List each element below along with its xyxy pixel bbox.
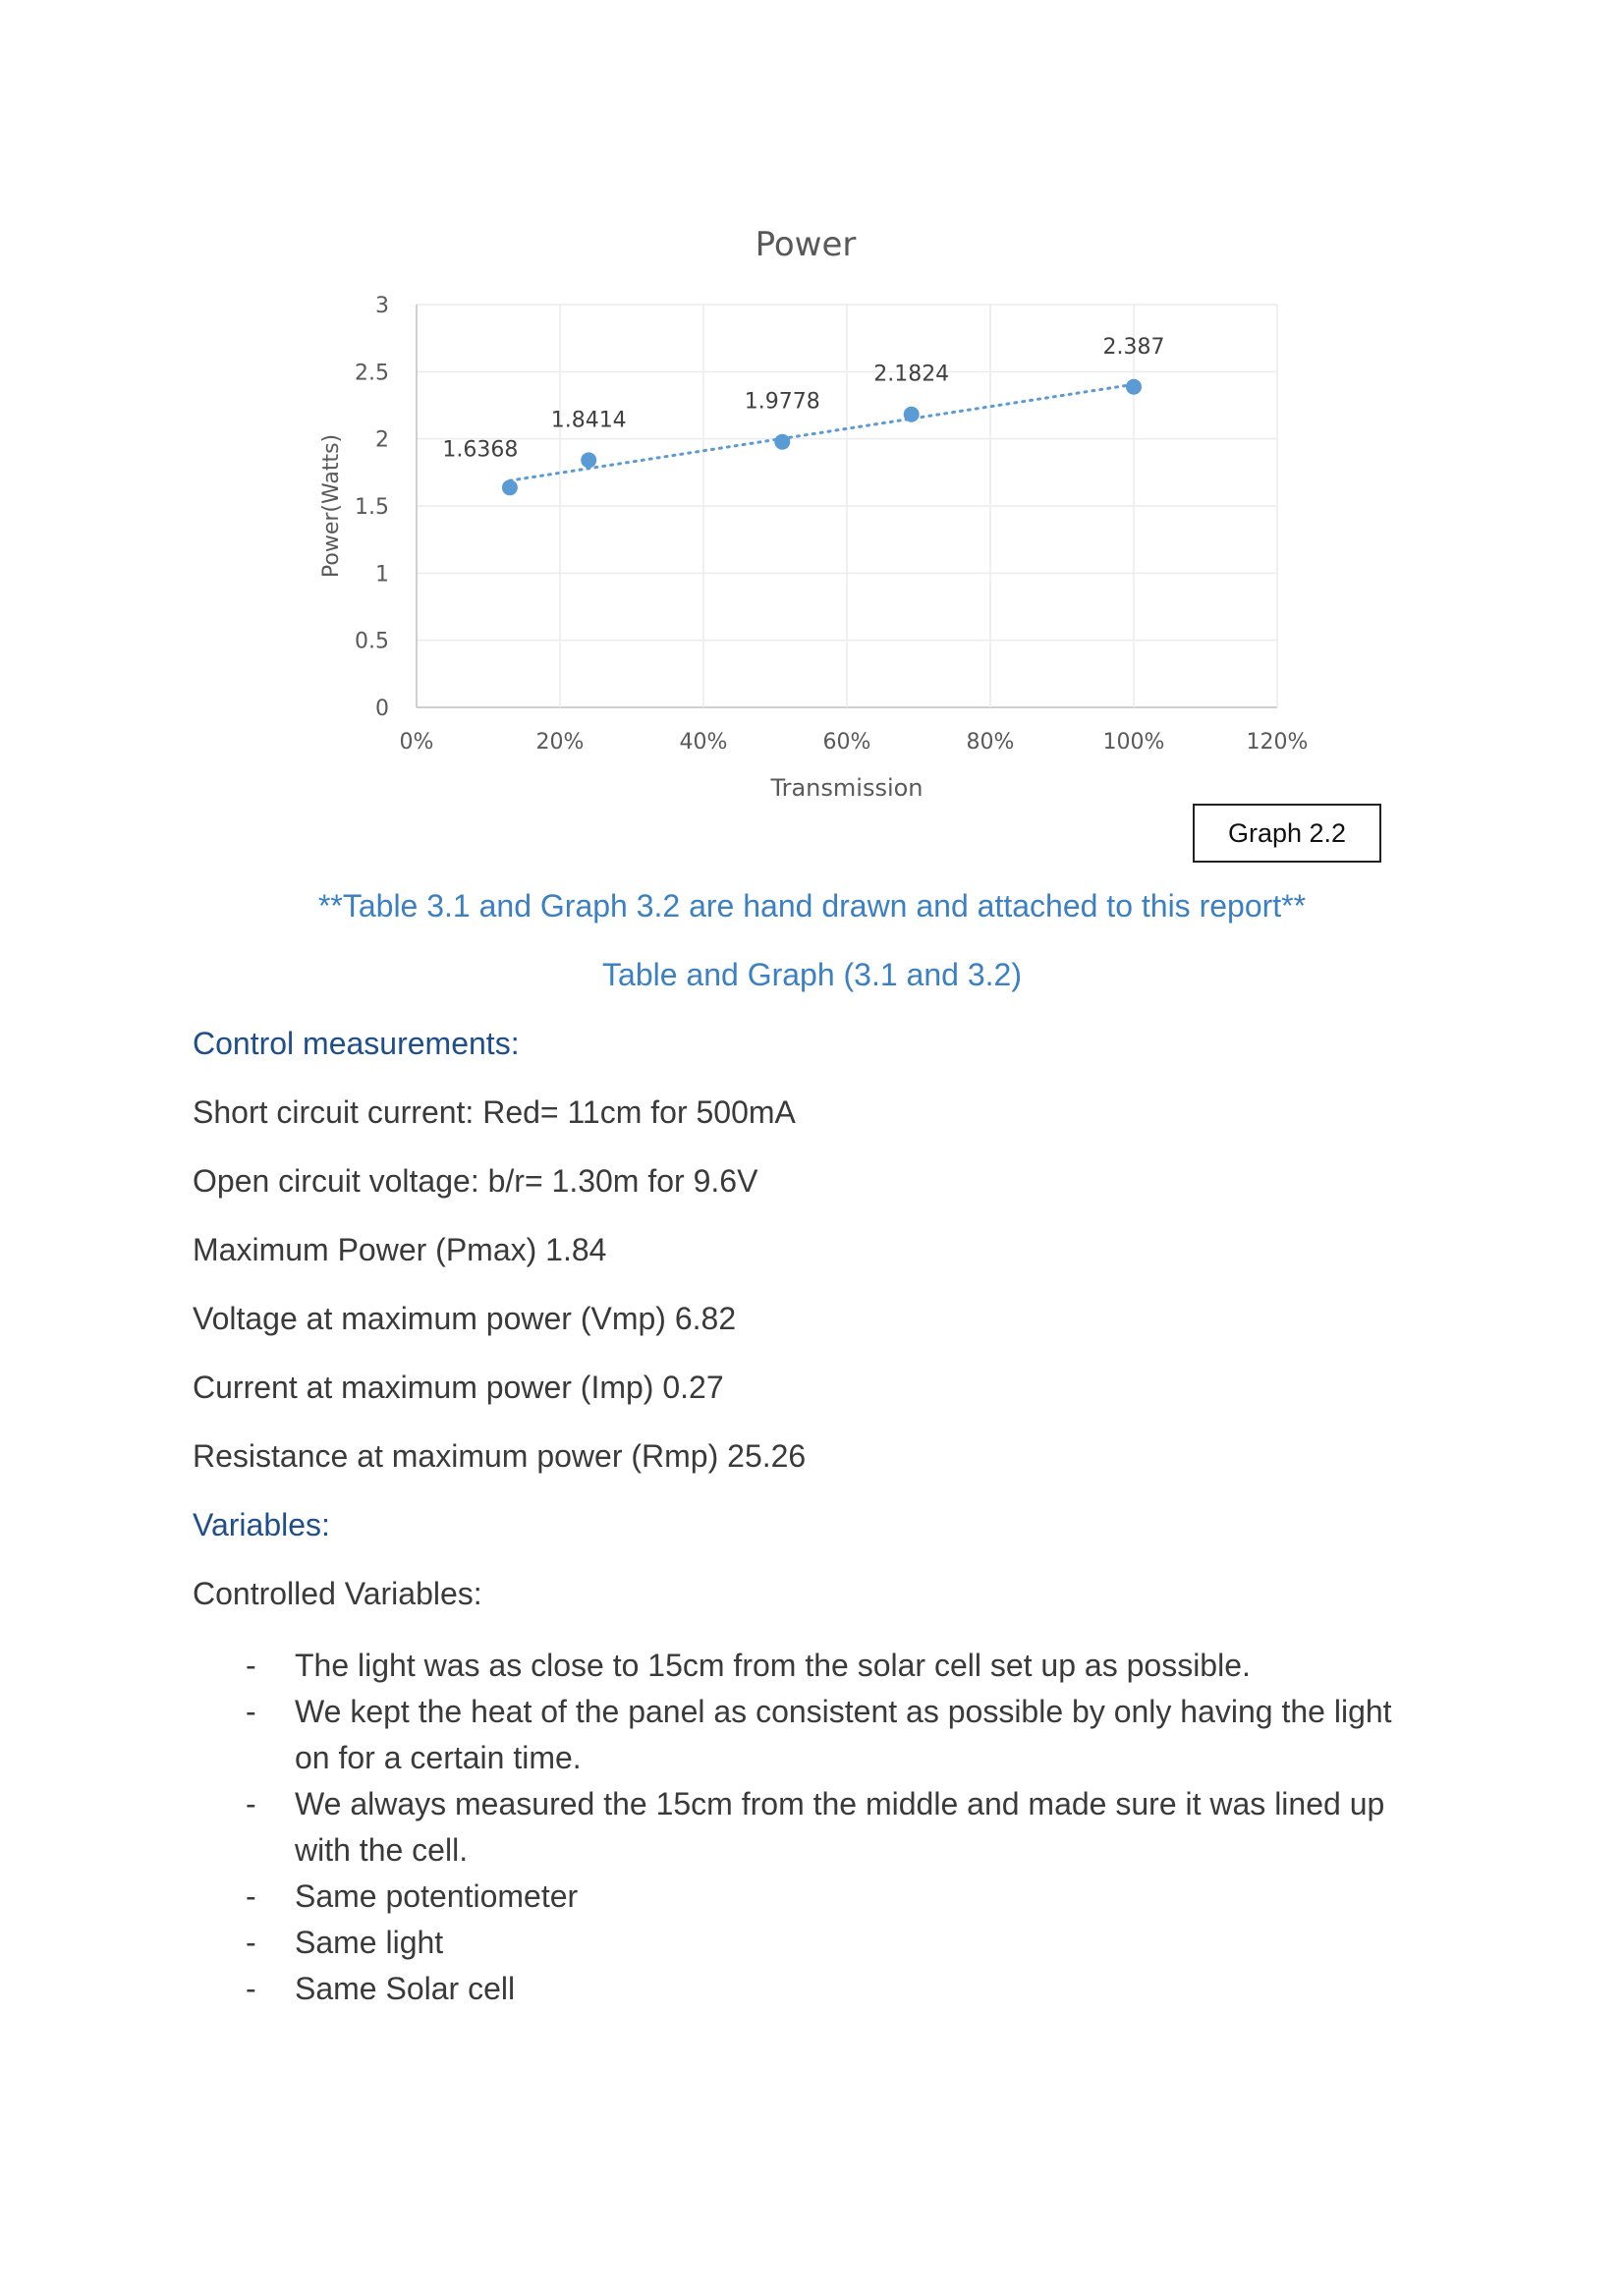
controlled-variables-heading: Controlled Variables: [193, 1576, 482, 1611]
y-tick-label: 2.5 [355, 361, 389, 386]
data-point [904, 407, 920, 422]
list-item-text: We always measured the 15cm from the middle and made sure it was lined up with the cell. [295, 1786, 1385, 1868]
bullet-dash: - [246, 1786, 256, 1821]
y-tick-label: 1.5 [355, 495, 389, 520]
data-label: 1.9778 [744, 389, 820, 415]
x-tick-label: 80% [966, 730, 1015, 755]
gridlines [417, 305, 1277, 707]
x-axis-label: Transmission [770, 774, 924, 802]
data-point [502, 479, 518, 495]
bullet-dash: - [246, 1925, 256, 1960]
y-tick-label: 3 [375, 294, 389, 318]
tick-labels [355, 294, 1308, 755]
list-item [236, 1920, 1434, 1966]
list-item-text: Same potentiometer [295, 1878, 579, 1914]
resistance-at-max-power: Resistance at maximum power (Rmp) 25.26 [193, 1438, 807, 1474]
data-point [774, 434, 790, 450]
controlled-variables-list [236, 1643, 1434, 2012]
short-circuit-current: Short circuit current: Red= 11cm for 500mA [193, 1094, 796, 1130]
bullet-dash: - [246, 1694, 256, 1729]
y-tick-label: 0 [375, 697, 389, 721]
list-item-text: Same Solar cell [295, 1971, 516, 2006]
data-label: 1.8414 [550, 408, 627, 433]
data-label: 1.6368 [442, 437, 519, 463]
data-label: 2.387 [1102, 334, 1165, 360]
list-item [236, 1874, 1434, 1920]
x-tick-label: 60% [822, 730, 871, 755]
bullet-dash: - [246, 1878, 256, 1914]
bullet-dash: - [246, 1971, 256, 2006]
list-item [236, 1643, 1434, 1689]
data-point [581, 452, 596, 468]
current-at-max-power: Current at maximum power (Imp) 0.27 [193, 1370, 724, 1405]
list-item [236, 1689, 1434, 1781]
y-tick-label: 1 [375, 562, 389, 588]
control-measurements-heading: Control measurements: [193, 1026, 520, 1061]
list-item-text: Same light [295, 1925, 444, 1960]
graph-label: Graph 2.2 [1227, 817, 1347, 848]
table-graph-caption: Table and Graph (3.1 and 3.2) [602, 957, 1022, 992]
list-item [236, 1966, 1434, 2012]
hand-drawn-note: **Table 3.1 and Graph 3.2 are hand drawn and attached to this report** [317, 888, 1307, 924]
data-points [502, 379, 1142, 496]
y-axis-label: Power(Watts) [319, 433, 344, 579]
graph-label-box [1193, 804, 1381, 863]
power-chart [295, 196, 1336, 825]
bullet-dash: - [246, 1648, 256, 1683]
variables-heading: Variables: [193, 1507, 330, 1542]
y-tick-label: 0.5 [355, 629, 389, 654]
data-labels [442, 335, 1164, 463]
open-circuit-voltage: Open circuit voltage: b/r= 1.30m for 9.6V [193, 1163, 758, 1199]
maximum-power: Maximum Power (Pmax) 1.84 [193, 1232, 607, 1267]
x-tick-label: 120% [1246, 730, 1309, 755]
list-item [236, 1781, 1434, 1874]
list-item-text: We kept the heat of the panel as consistent as possible by only having the light on for a certain time. [295, 1694, 1392, 1775]
list-item-text: The light was as close to 15cm from the solar cell set up as possible. [295, 1648, 1251, 1683]
data-point [1126, 379, 1142, 395]
y-tick-label: 2 [375, 427, 389, 453]
x-tick-label: 100% [1102, 730, 1165, 755]
chart-title: Power [755, 225, 857, 264]
x-tick-label: 0% [399, 730, 434, 755]
x-tick-label: 40% [679, 730, 728, 755]
voltage-at-max-power: Voltage at maximum power (Vmp) 6.82 [193, 1301, 737, 1336]
data-label: 2.1824 [873, 362, 950, 387]
x-tick-label: 20% [535, 730, 585, 755]
